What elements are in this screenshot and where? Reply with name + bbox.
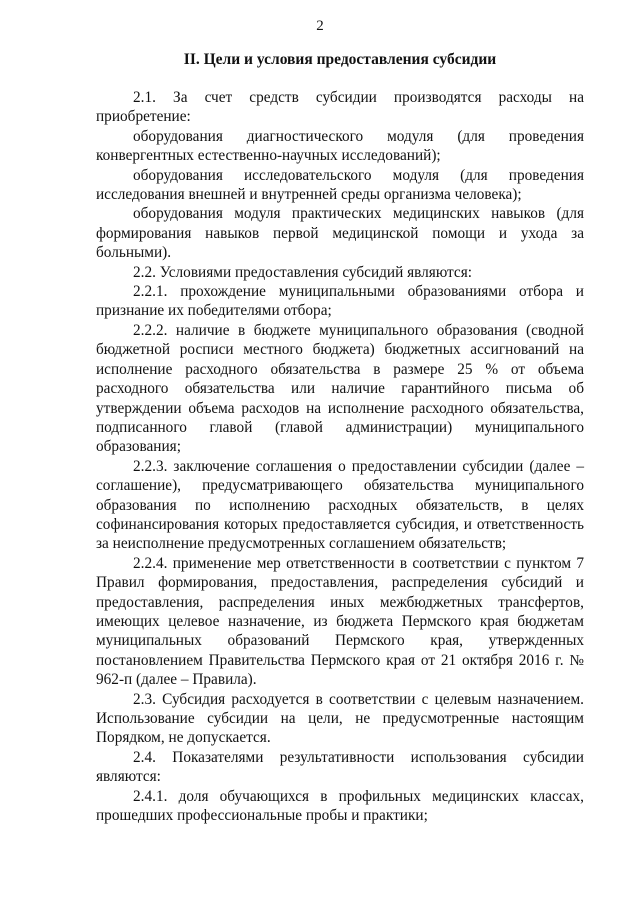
page-number: 2 bbox=[316, 18, 324, 34]
paragraph-2-1: 2.1. За счет средств субсидии производятся расходы на приобретение: bbox=[96, 89, 584, 126]
document-body bbox=[96, 88, 584, 825]
paragraph-2-2-3: 2.2.3. заключение соглашения о предоставлении субсидии (далее – соглашение), предусматривающего обязательства муниципального образования по исполнению расходных обязательств, в целях софинансирования которых предоставляется субсидия, и ответственность за неисполнение предусмотренных соглашением обязательств; bbox=[96, 457, 584, 553]
paragraph-2-2: 2.2. Условиями предоставления субсидий являются: bbox=[133, 263, 473, 281]
paragraph-2-4-1: 2.4.1. доля обучающихся в профильных медицинских классах, прошедших профессиональные пробы и практики; bbox=[96, 787, 584, 825]
paragraph-2-3: 2.3. Субсидия расходуется в соответствии с целевым назначением. Использование субсидии на цели, не предусмотренные настоящим Порядком, не допускается. bbox=[96, 690, 584, 747]
paragraph-2-2-2: 2.2.2. наличие в бюджете муниципального образования (сводной бюджетной росписи местного бюджета) бюджетных ассигнований на исполнение расходного обязательства в размере 25 % от объема расходного обязательства или наличие гарантийного письма об утверждении объема расходов на исполнение расходного обязательства, подписанного главой (главой администрации) муниципального образования; bbox=[96, 321, 584, 456]
section-heading: II. Цели и условия предоставления субсидии bbox=[183, 51, 497, 68]
paragraph-research-module: оборудования исследовательского модуля (для проведения исследования внешней и внутренней среды организма человека); bbox=[96, 166, 584, 204]
paragraph-2-2-1: 2.2.1. прохождение муниципальными образованиями отбора и признание их победителями отбора; bbox=[96, 283, 584, 320]
paragraph-2-4: 2.4. Показателями результативности использования субсидии являются: bbox=[96, 748, 584, 786]
paragraph-2-2-4: 2.2.4. применение мер ответственности в соответствии с пунктом 7 Правил формирования, предоставления, распределения субсидий и предоставления, распределения иных межбюджетных трансфертов, имеющих целевое назначение, из бюджета Пермского края бюджетам муниципальных образований Пермского края, утвержденных постановлением Правительства Пермского края от 21 октября 2016 г. № 962-п (далее – Правила). bbox=[96, 554, 584, 689]
paragraph-diagnostic-module: оборудования диагностического модуля (для проведения конвергентных естественно-научных исследований); bbox=[96, 127, 584, 165]
paragraph-practical-module: оборудования модуля практических медицинских навыков (для формирования навыков первой медицинской помощи и ухода за больными). bbox=[96, 205, 584, 262]
